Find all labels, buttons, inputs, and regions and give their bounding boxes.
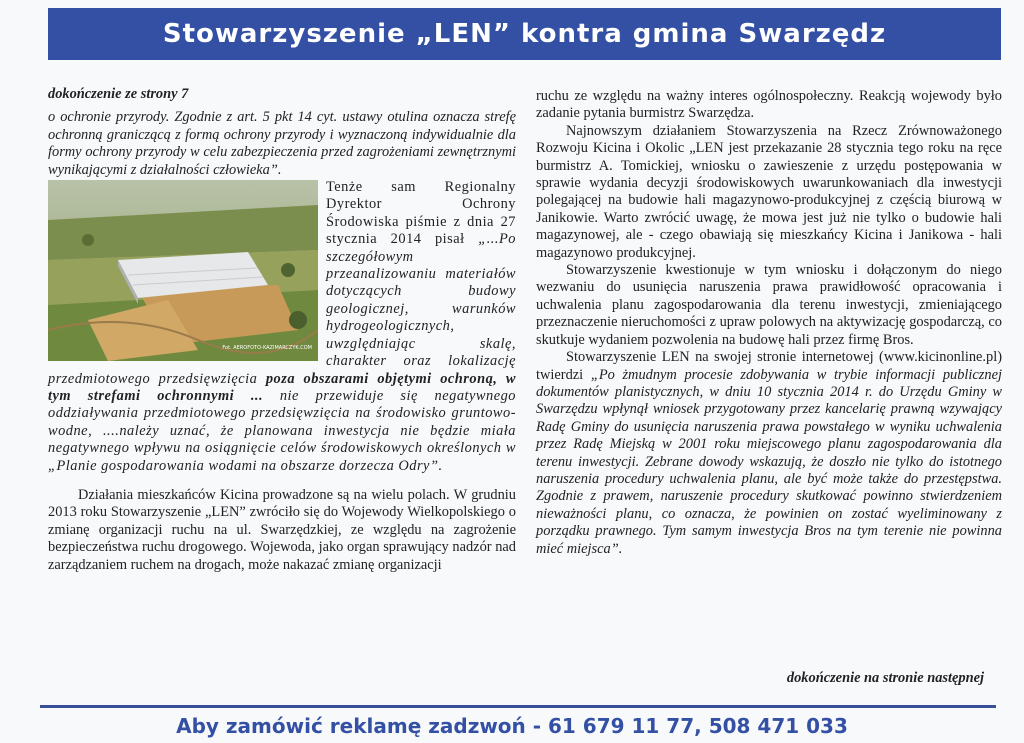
quote-bold-segment: poza obszarami objętymi ochroną, w tym strefami ochronnymi ... [48,370,516,404]
right-column [536,88,1002,558]
website-quote: „Po żmudnym procesie zdobywania w trybie informacji publicznej dokumentów planistycznych, w dniu 10 stycznia 2014 r. do Urzędu Gminy w Swarzędzu wpłynął wniosek przygotowany przez kancelarię prawną wzywający Radę Gminy do usunięcia naruszenia prawa powstałego w wyniku uchwalenia przez Radę Miejską w 2001 roku miejscowego planu zagospodarowania dla terenu inwestycji. Zebrane dowody wskazują, że doszło nie tylko do istotnego naruszenia procedury uchwalenia planu, ale być może także do przestępstwa. Zgodnie z prawem, naruszenie procedury skutkować powinno stwierdzeniem nieważności planu, co oznacza, że powinien on zostać wyeliminowany z porządku prawnego. Tym samym inwestycja Bros na tym terenie nie powinna mieć miejsca”. [536,366,1002,557]
paragraph: ruchu ze względu na ważny interes ogólnospołeczny. Reakcją wojewody było zadanie pytania burmistrz Swarzędza. [536,88,1002,122]
advert-phone-footer: Aby zamówić reklamę zadzwoń - 61 679 11 77, 508 471 033 [176,714,848,738]
left-column [48,86,516,574]
aerial-photo-warehouse [48,180,318,361]
quote-segment: „...Po szczegółowym przeanalizowaniu materiałów dotyczących budowy geologicznej, warunków hydrogeologicznych, uwzględniając skalę, charakter oraz lokalizację przedmiotowego przedsięwzięcia [48,231,516,387]
rdos-intro: Tenże sam Regionalny Dyrektor Ochrony Środowiska piśmie z dnia 27 stycznia 2014 pisał [326,179,516,248]
paragraph: Stowarzyszenie kwestionuje w tym wniosku i dołączonym do niego wezwaniu do usunięcia naruszenia prawa prawidłowość opracowania i uchwalenia planu zagospodarowania dla terenu inwestycji, zmieniającego przeznaczenie nieruchomości z upraw polowych na aktywizację gospodarczą, co skutkuje wydaniem pozwolenia na budowę hali przez firmę Bros. [536,262,1002,348]
continued-from-label: dokończenie ze strony 7 [48,86,189,102]
paragraph [536,349,1002,558]
paragraph: Działania mieszkańców Kicina prowadzone są na wielu polach. W grudniu 2013 roku Stowarzyszenie „LEN” zwróciło się do Wojewody Wielkopolskiego o zmianę organizacji ruchu na ul. Swarzędzkiej, ze względu na zagrożenie bezpieczeństwa ruchu drogowego. Wojewoda, jako organ sprawujący nadzór nad zarządzaniem ruchem na drogach, może nakazać zmianę organizacji [48,486,516,573]
title-banner [48,8,1001,60]
paragraph: o ochronie przyrody. Zgodnie z art. 5 pkt 14 cyt. ustawy otulina oznacza strefę ochronną graniczącą z formą ochrony przyrody i wyznaczoną indywidualnie dla formy ochrony przyrody w celu zabezpieczenia przed zagrożeniami zewnętrznymi wynikającymi z działalności człowieka”. [48,109,516,178]
website-claim-intro: Stowarzyszenie LEN na swojej stronie internetowej (www.kicinonline.pl) twierdzi [536,349,1002,383]
quote-segment: nie przewiduje się negatywnego oddziaływania przedmiotowego przedsięwzięcia na środowisko gruntowo-wodne, ....należy uznać, że planowana inwestycja nie będzie miała negatywnego wpływu na osiągnięcie celów środowiskowych określonych w „Planie gospodarowania wodami na obszarze dorzecza Odry”. [48,387,516,474]
footer-divider [40,705,996,708]
continued-on-next-page-label: dokończenie na stronie następnej [786,670,984,686]
paragraph: Najnowszym działaniem Stowarzyszenia na Rzecz Zrównoważonego Rozwoju Kicina i Okolic „LEN jest przekazanie 28 stycznia tego roku na ręce burmistrz A. Tomickiej, wniosku o zawieszenie z urzędu postępowania w sprawie wydania decyzji środowiskowych uwarunkowaniach dla inwestycji polegającej na budowie hali magazynowo-produkcyjnej z częścią biurową w Janikowie. Warto zwrócić uwagę, że mowa jest już nie tylko o budowie hali magazynowej, ale - czego obawiają się mieszkańcy Kicina i Janikowa - hali magazynowo produkcyjnej. [536,122,1002,261]
aerial-photo-image [48,180,318,361]
article-title: Stowarzyszenie „LEN” kontra gmina Swarzędz [162,19,887,49]
photo-credit: Fot. AEROFOTO-KAZIMARCZYK.COM [222,344,312,351]
